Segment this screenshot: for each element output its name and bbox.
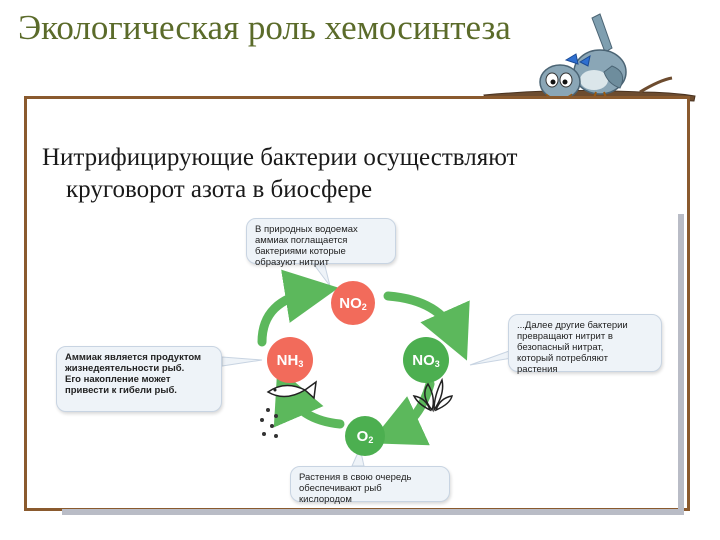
callout-bottom (290, 466, 450, 505)
node-nh3-sub: 3 (298, 359, 304, 369)
body-line-2: круговорот азота в биосфере (66, 176, 373, 203)
node-no2-label (331, 292, 375, 314)
callout-right-line: который потребляют (517, 353, 608, 364)
callout-right-line: безопасный нитрат, (517, 342, 604, 353)
node-no2-sub: 2 (361, 302, 367, 312)
node-o2-label (345, 425, 385, 447)
callout-top (246, 218, 396, 268)
callout-bottom-line: кислородом (299, 494, 352, 505)
callout-right-line: превращают нитрит в (517, 331, 613, 342)
node-o2-main: O (356, 427, 369, 445)
fish-icon (268, 382, 316, 398)
waste-dots-icon (260, 408, 278, 438)
callout-bottom-line: обеспечивают рыб (299, 483, 382, 494)
callout-left-line: привести к гибели рыб. (65, 385, 177, 396)
callout-right-line: ...Далее другие бактерии (517, 320, 628, 331)
callout-left-line: жизнедеятельности рыб. (65, 363, 185, 374)
callout-right (508, 314, 662, 375)
callout-left-line: Аммиак является продуктом (65, 352, 202, 363)
callout-left-line: Его накопление может (65, 374, 171, 385)
callout-top-line: В природных водоемах (255, 224, 358, 235)
node-nh3-main: NH (276, 351, 299, 369)
callout-top-line: образуют нитрит (255, 257, 329, 268)
node-o2-sub: 2 (368, 435, 374, 445)
cycle-arrow-nh3-to-no2 (262, 292, 312, 342)
slide-title: Экологическая роль хемосинтеза (18, 8, 511, 47)
callout-bottom-line: Растения в свою очередь (299, 472, 412, 483)
cycle-arrow-no2-to-no3 (388, 296, 456, 336)
callout-left (56, 346, 222, 412)
node-nh3-label (267, 349, 313, 371)
body-line-1: Нитрифицирующие бактерии осуществляют (42, 144, 518, 171)
node-no3-sub: 3 (434, 359, 440, 369)
callout-top-line: бактериями которые (255, 246, 346, 257)
node-no3-label (403, 349, 449, 371)
node-no2-main: NO (339, 294, 362, 312)
callout-right-line: растения (517, 364, 558, 375)
node-no3-main: NO (412, 351, 435, 369)
callout-top-line: аммиак поглащается (255, 235, 348, 246)
